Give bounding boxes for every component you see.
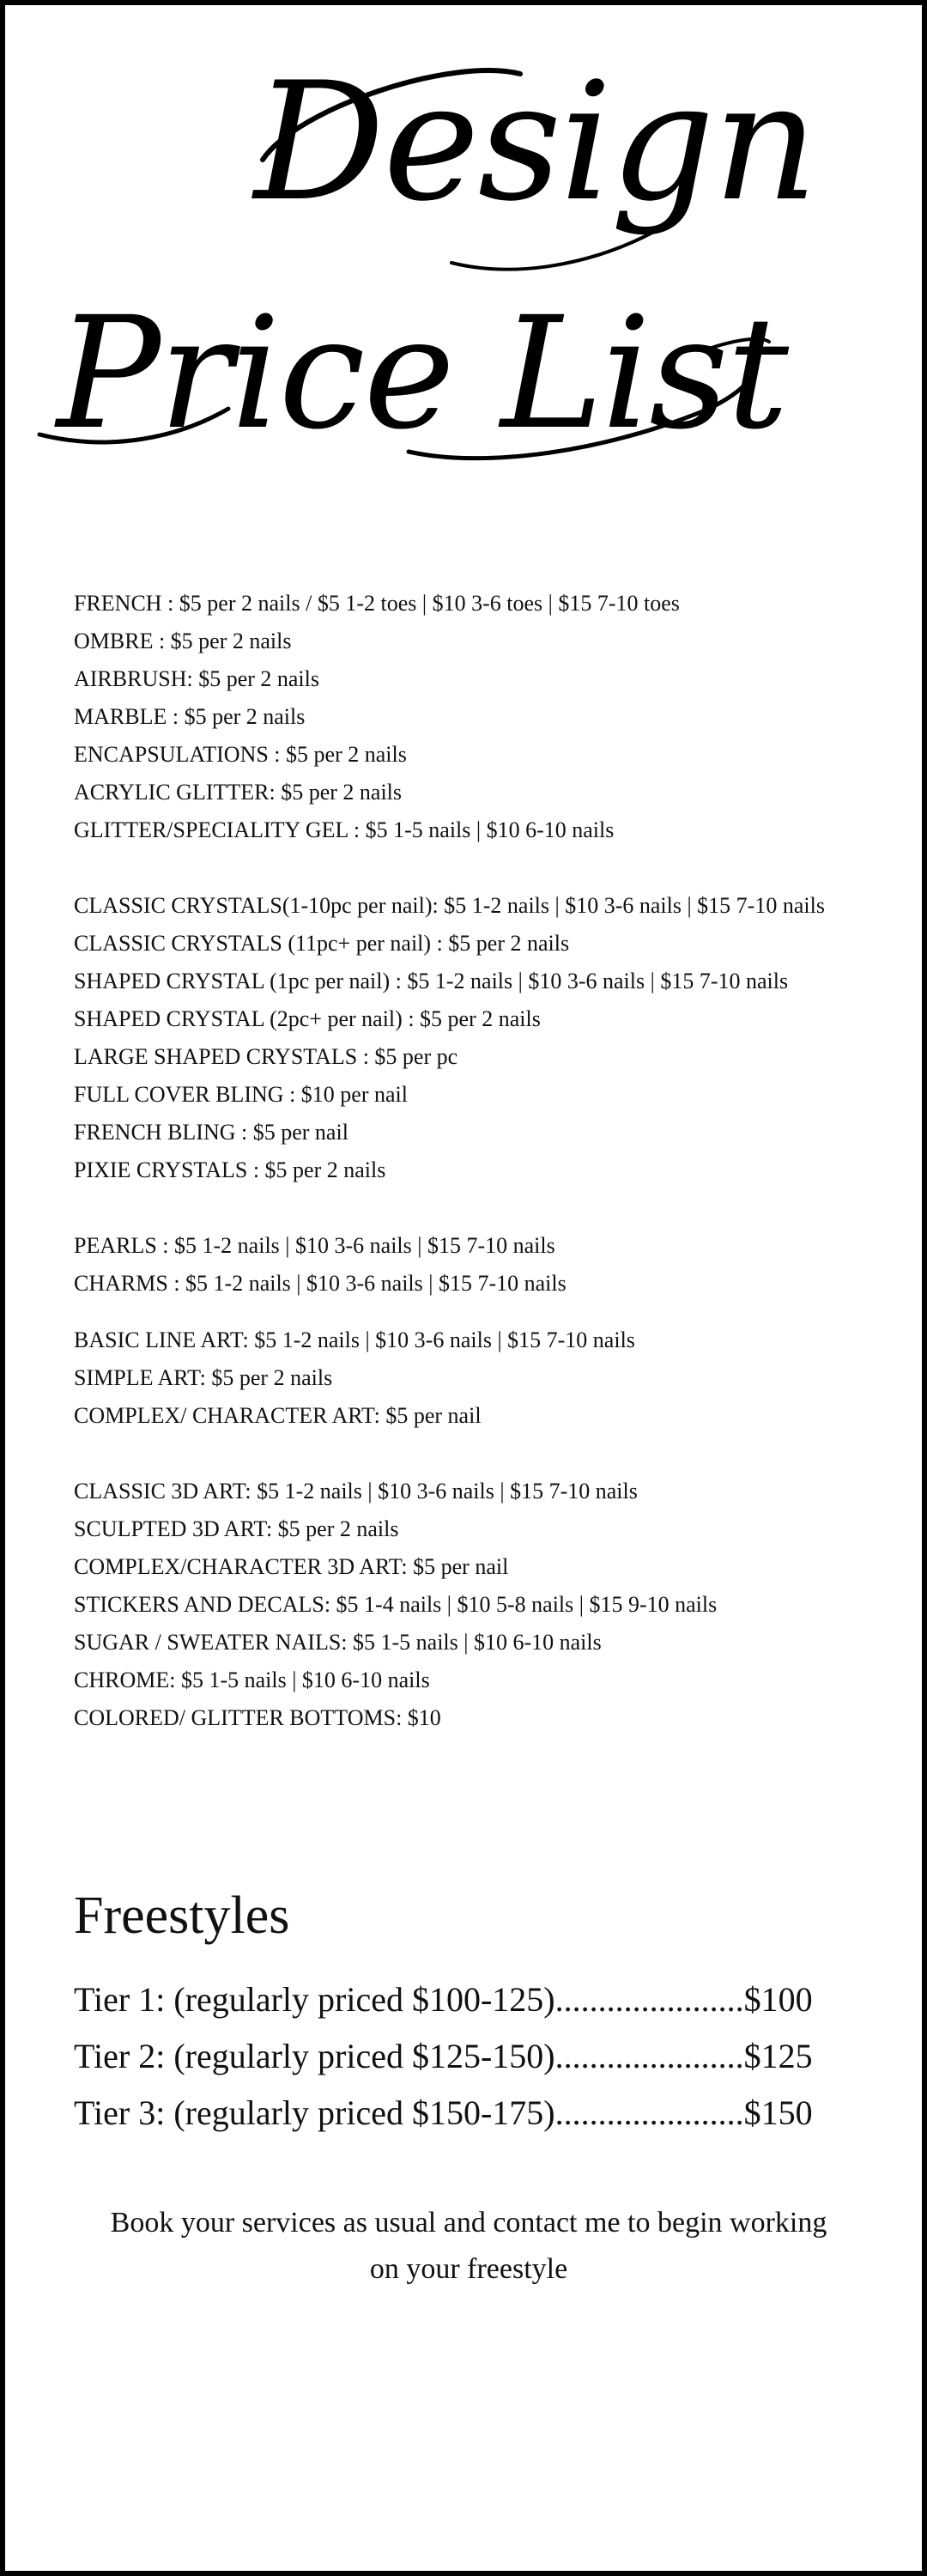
basic-designs-group <box>74 585 898 849</box>
list-item: COLORED/ GLITTER BOTTOMS: $10 <box>74 1705 441 1730</box>
tier-row: Tier 3: (regularly priced $150-175)......................$150 <box>74 2093 813 2132</box>
freestyles-section <box>74 1877 881 2142</box>
tier-row: Tier 1: (regularly priced $100-125)......................$100 <box>74 1980 813 2019</box>
list-item: ACRYLIC GLITTER: $5 per 2 nails <box>74 780 403 805</box>
freestyles-heading: Freestyles <box>74 1886 290 1945</box>
list-item: FRENCH BLING : $5 per nail <box>74 1120 348 1145</box>
list-item: AIRBRUSH: $5 per 2 nails <box>74 666 319 691</box>
list-item: SUGAR / SWEATER NAILS: $5 1-5 nails | $10 6-10 nails <box>74 1630 602 1655</box>
list-item: GLITTER/SPECIALITY GEL : $5 1-5 nails | $10 6-10 nails <box>74 817 615 842</box>
list-item: LARGE SHAPED CRYSTALS : $5 per pc <box>74 1044 458 1069</box>
list-item: FRENCH : $5 per 2 nails / $5 1-2 toes | $10 3-6 toes | $15 7-10 toes <box>74 591 680 616</box>
booking-note <box>57 2200 881 2293</box>
list-item: CLASSIC 3D ART: $5 1-2 nails | $10 3-6 nails | $15 7-10 nails <box>74 1479 638 1504</box>
pearls-charms-group <box>74 1227 898 1303</box>
list-item: SHAPED CRYSTAL (2pc+ per nail) : $5 per 2 nails <box>74 1006 541 1031</box>
list-item: ENCAPSULATIONS : $5 per 2 nails <box>74 742 407 767</box>
list-item: CLASSIC CRYSTALS (11pc+ per nail) : $5 per 2 nails <box>74 931 570 956</box>
list-item: OMBRE : $5 per 2 nails <box>74 629 292 653</box>
list-item: CHARMS : $5 1-2 nails | $10 3-6 nails | $15 7-10 nails <box>74 1271 566 1296</box>
list-item: PEARLS : $5 1-2 nails | $10 3-6 nails | $15 7-10 nails <box>74 1233 555 1258</box>
3d-and-extras-group <box>74 1473 898 1737</box>
list-item: SHAPED CRYSTAL (1pc per nail) : $5 1-2 nails | $10 3-6 nails | $15 7-10 nails <box>74 969 789 993</box>
list-item: STICKERS AND DECALS: $5 1-4 nails | $10 5-8 nails | $15 9-10 nails <box>74 1592 718 1617</box>
booking-note-line: on your freestyle <box>369 2253 568 2285</box>
list-item: SCULPTED 3D ART: $5 per 2 nails <box>74 1516 399 1541</box>
art-group <box>74 1321 898 1435</box>
list-item: PIXIE CRYSTALS : $5 per 2 nails <box>74 1157 386 1182</box>
list-item: CLASSIC CRYSTALS(1-10pc per nail): $5 1-2 nails | $10 3-6 nails | $15 7-10 nails <box>74 893 825 918</box>
booking-note-line: Book your services as usual and contact me to begin working <box>110 2207 827 2239</box>
title-design: Design <box>254 47 817 237</box>
list-item: CHROME: $5 1-5 nails | $10 6-10 nails <box>74 1668 430 1692</box>
list-item: BASIC LINE ART: $5 1-2 nails | $10 3-6 nails | $15 7-10 nails <box>74 1327 635 1352</box>
list-item: SIMPLE ART: $5 per 2 nails <box>74 1365 333 1390</box>
crystals-group <box>74 887 898 1189</box>
list-item: MARBLE : $5 per 2 nails <box>74 704 306 729</box>
title-price-list: Price List <box>57 284 788 464</box>
list-item: COMPLEX/ CHARACTER ART: $5 per nail <box>74 1403 482 1428</box>
list-item: COMPLEX/CHARACTER 3D ART: $5 per nail <box>74 1554 509 1579</box>
list-item: FULL COVER BLING : $10 per nail <box>74 1082 408 1107</box>
tier-row: Tier 2: (regularly priced $125-150)......................$125 <box>74 2037 813 2075</box>
price-list <box>74 585 898 1775</box>
